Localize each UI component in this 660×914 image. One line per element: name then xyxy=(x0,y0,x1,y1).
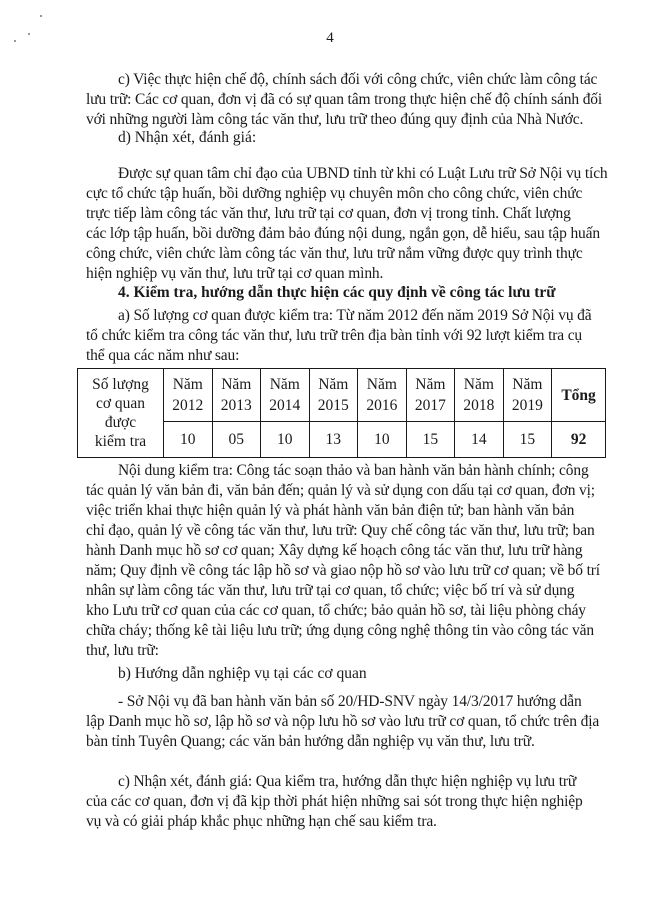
year-value: 15 xyxy=(503,422,552,458)
year-header: Năm 2017 xyxy=(406,369,455,422)
year-header: Năm 2019 xyxy=(503,369,552,422)
year-value: 10 xyxy=(358,422,407,458)
paragraph-line: việc triển khai thực hiện quản lý và phát hành văn bản điện tử; ban hành văn bản xyxy=(86,502,575,519)
year-header: Năm 2015 xyxy=(309,369,358,422)
year-value: 05 xyxy=(212,422,261,458)
total-value: 92 xyxy=(552,422,606,458)
row-label-line: cơ quan xyxy=(95,395,146,412)
section-heading: b) Hướng dẫn nghiệp vụ tại các cơ quan xyxy=(118,665,367,682)
paragraph-line: các lớp tập huấn, bồi dưỡng đảm bảo đúng nội dung, ngắn gọn, dễ hiểu, sau tập huấn xyxy=(86,225,600,242)
paragraph-line: tổ chức kiểm tra công tác văn thư, lưu trữ trên địa bàn tỉnh với 92 lượt kiểm tra cụ xyxy=(86,327,583,344)
paragraph-line: của các cơ quan, đơn vị đã kịp thời phát hiện những sai sót trong thực hiện nghiệp xyxy=(86,793,583,810)
year-header: Năm 2016 xyxy=(358,369,407,422)
paragraph-line: tác quản lý văn bản đi, văn bản đến; quản lý và sử dụng con dấu tại cơ quan, đơn vị; xyxy=(86,482,595,499)
paragraph-line: c) Nhận xét, đánh giá: Qua kiểm tra, hướng dẫn thực hiện nghiệp vụ lưu trữ xyxy=(118,773,577,790)
section-d xyxy=(86,128,606,148)
paragraph-line: vụ và có giải pháp khắc phục những hạn chế sau kiểm tra. xyxy=(86,813,437,830)
year-value: 14 xyxy=(455,422,504,458)
inspection-content xyxy=(86,461,606,661)
scan-speck xyxy=(40,15,42,17)
paragraph-line: thể qua các năm như sau: xyxy=(86,347,240,364)
paragraph-line: nhân sự làm công tác văn thư, lưu trữ tại cơ quan, tổ chức; việc bố trí và sử dụng xyxy=(86,582,575,599)
paragraph-line: - Sở Nội vụ đã ban hành văn bản số 20/HD-SNV ngày 14/3/2017 hướng dẫn xyxy=(118,693,582,710)
row-label-line: kiểm tra xyxy=(94,433,147,450)
paragraph-line: kho Lưu trữ cơ quan của các cơ quan, tổ chức; bảo quản hồ sơ, tài liệu phòng cháy xyxy=(86,602,586,619)
paragraph-line: thư, lưu trữ: xyxy=(86,642,159,659)
paragraph-line: a) Số lượng cơ quan được kiểm tra: Từ năm 2012 đến năm 2019 Sở Nội vụ đã xyxy=(118,307,592,324)
row-label-line: Số lượng xyxy=(92,376,149,393)
paragraph-line: c) Việc thực hiện chế độ, chính sách đối với công chức, viên chức làm công tác xyxy=(118,71,598,88)
paragraph-line: bàn tỉnh Tuyên Quang; các văn bản hướng dẫn nghiệp vụ văn thư, lưu trữ. xyxy=(86,733,535,750)
paragraph-line: năm; Quy định về công tác lập hồ sơ và giao nộp hồ sơ vào lưu trữ cơ quan; về bố trí xyxy=(86,562,600,579)
total-header: Tổng xyxy=(552,369,606,422)
paragraph-line: trực tiếp làm công tác văn thư, lưu trữ tại cơ quan, đơn vị trong tỉnh. Chất lượng xyxy=(86,205,571,222)
section-4-intro xyxy=(86,306,606,366)
year-value: 13 xyxy=(309,422,358,458)
paragraph-line: Được sự quan tâm chỉ đạo của UBND tỉnh từ khi có Luật Lưu trữ Sở Nội vụ tích xyxy=(118,165,608,182)
year-header: Năm 2018 xyxy=(455,369,504,422)
year-header: Năm 2012 xyxy=(164,369,213,422)
page-number: 4 xyxy=(326,30,334,46)
year-value: 15 xyxy=(406,422,455,458)
table-row xyxy=(78,369,606,422)
paragraph-line: cực tổ chức tập huấn, bồi dưỡng nghiệp vụ chuyên môn cho công chức, viên chức xyxy=(86,185,583,202)
section-b xyxy=(86,664,606,684)
section-d-body xyxy=(86,164,606,284)
paragraph-line: lưu trữ: Các cơ quan, đơn vị đã có sự quan tâm trong thực hiện chế độ chính sánh đối xyxy=(86,91,603,108)
inspection-table xyxy=(77,368,606,458)
paragraph-line: hành Danh mục hồ sơ cơ quan; Xây dựng kế hoạch công tác văn thư, lưu trữ hàng xyxy=(86,542,583,559)
section-c-review xyxy=(86,772,606,832)
year-header: Năm 2013 xyxy=(212,369,261,422)
row-label-cell xyxy=(78,369,164,458)
year-value: 10 xyxy=(261,422,310,458)
section-c-policy xyxy=(86,70,606,130)
section-b-body xyxy=(86,692,606,752)
section-heading: d) Nhận xét, đánh giá: xyxy=(118,129,257,146)
section-heading: 4. Kiểm tra, hướng dẫn thực hiện các quy định về công tác lưu trữ xyxy=(118,284,556,301)
paragraph-line: với những người làm công tác văn thư, lưu trữ theo đúng quy định của Nhà Nước. xyxy=(86,111,584,128)
year-header: Năm 2014 xyxy=(261,369,310,422)
row-label-line: được xyxy=(104,414,137,431)
paragraph-line: chỉ đạo, quản lý về công tác văn thư, lưu trữ: Quy chế công tác văn thư, lưu trữ; ban xyxy=(86,522,595,539)
paragraph-line: Nội dung kiểm tra: Công tác soạn thảo và ban hành văn bản hành chính; công xyxy=(118,462,589,479)
paragraph-line: công chức, viên chức làm công tác văn thư, lưu trữ nắm vững được quy trình thực xyxy=(86,245,583,262)
paragraph-line: hiện nghiệp vụ văn thư, lưu trữ tại cơ quan mình. xyxy=(86,265,384,282)
year-value: 10 xyxy=(164,422,213,458)
paragraph-line: chữa cháy; thống kê tài liệu lưu trữ; ứng dụng công nghệ thông tin vào công tác văn xyxy=(86,622,594,639)
section-4 xyxy=(86,283,606,303)
paragraph-line: lập Danh mục hồ sơ, lập hồ sơ và nộp lưu hồ sơ vào lưu trữ cơ quan, tổ chức trên địa xyxy=(86,713,600,730)
